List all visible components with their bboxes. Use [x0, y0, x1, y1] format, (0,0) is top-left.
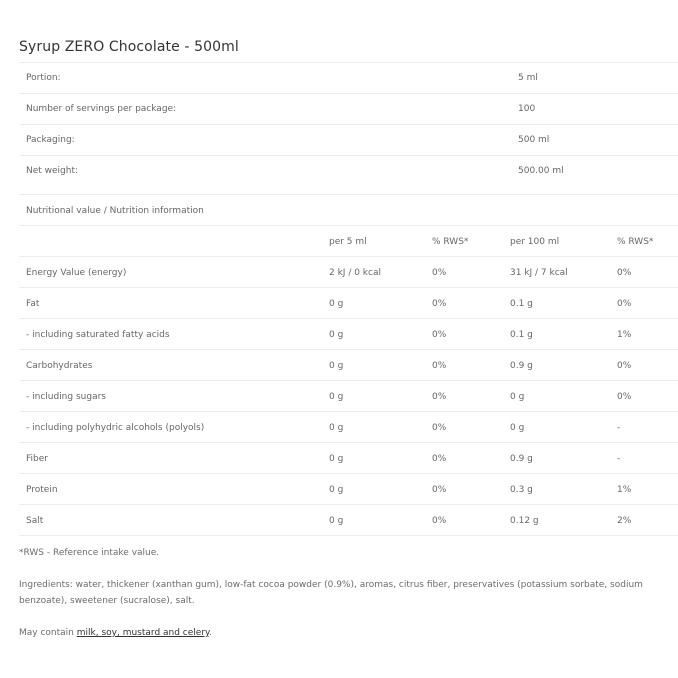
nutrient-value: 0.9 g — [510, 454, 533, 464]
nutrient-value: 1% — [617, 485, 632, 495]
table-divider — [19, 473, 678, 474]
nutrient-value: 0 g — [329, 299, 344, 309]
nutrient-value: 0% — [617, 299, 632, 309]
nutrient-value: 0% — [617, 361, 632, 371]
table-divider — [19, 124, 678, 125]
info-label: Number of servings per package: — [26, 104, 177, 114]
nutrient-value: 0% — [617, 392, 632, 402]
nutrient-value: 0% — [432, 268, 447, 278]
table-divider — [19, 411, 678, 412]
info-label: Packaging: — [26, 135, 75, 145]
info-label: Net weight: — [26, 166, 79, 176]
nutrient-value: 0% — [432, 330, 447, 340]
nutrient-value: 2% — [617, 516, 632, 526]
nutrient-value: 0% — [432, 485, 447, 495]
nutrient-value: 0 g — [329, 454, 344, 464]
table-divider — [19, 194, 678, 195]
allergens-prefix: May contain — [19, 628, 77, 638]
nutrient-value: 2 kJ / 0 kcal — [329, 268, 381, 278]
product-title: Syrup ZERO Chocolate - 500ml — [19, 39, 239, 55]
nutrient-value: 0.1 g — [510, 299, 533, 309]
nutrient-value: 0.3 g — [510, 485, 533, 495]
info-value: 500.00 ml — [518, 166, 564, 176]
ingredients-text: Ingredients: water, thickener (xanthan gum), low-fat cocoa powder (0.9%), aromas, citrus fiber, preservatives (potassium sorbate, sodium benzoate), sweetener (sucralose), salt. — [19, 580, 643, 606]
column-header: per 5 ml — [329, 237, 367, 247]
nutrient-name: - including polyhydric alcohols (polyols) — [26, 423, 205, 433]
nutrition-heading: Nutritional value / Nutrition information — [26, 206, 204, 216]
table-divider — [19, 287, 678, 288]
nutrient-name: Fat — [26, 299, 40, 309]
nutrient-value: 0% — [432, 516, 447, 526]
info-label: Portion: — [26, 73, 61, 83]
nutrient-value: 0.9 g — [510, 361, 533, 371]
nutrient-value: 0% — [432, 392, 447, 402]
column-header: % RWS* — [617, 237, 654, 247]
allergens-text — [19, 625, 659, 641]
table-divider — [19, 225, 678, 226]
nutrient-value: - — [617, 454, 621, 464]
table-divider — [19, 535, 678, 536]
nutrient-value: 0 g — [329, 485, 344, 495]
nutrient-value: 0% — [432, 361, 447, 371]
table-divider — [19, 318, 678, 319]
column-header: per 100 ml — [510, 237, 560, 247]
nutrient-value: 0 g — [329, 330, 344, 340]
nutrient-value: 0 g — [510, 392, 525, 402]
allergens-link[interactable]: milk, soy, mustard and celery — [76, 628, 210, 638]
nutrient-value: 0.12 g — [510, 516, 539, 526]
table-divider — [19, 256, 678, 257]
nutrient-value: 0 g — [510, 423, 525, 433]
nutrient-value: 0% — [432, 299, 447, 309]
info-value: 5 ml — [518, 73, 538, 83]
column-header: % RWS* — [432, 237, 469, 247]
nutrient-name: - including sugars — [26, 392, 106, 402]
nutrient-name: Salt — [26, 516, 44, 526]
nutrient-value: 0 g — [329, 392, 344, 402]
table-divider — [19, 62, 678, 63]
nutrient-value: 0% — [432, 423, 447, 433]
nutrient-value: 0% — [617, 268, 632, 278]
table-divider — [19, 442, 678, 443]
nutrient-name: Fiber — [26, 454, 48, 464]
info-value: 500 ml — [518, 135, 550, 145]
table-divider — [19, 504, 678, 505]
table-divider — [19, 155, 678, 156]
nutrient-value: 31 kJ / 7 kcal — [510, 268, 568, 278]
allergens-suffix: . — [209, 628, 212, 638]
nutrient-value: 0 g — [329, 361, 344, 371]
nutrient-value: 0.1 g — [510, 330, 533, 340]
nutrient-value: 0 g — [329, 516, 344, 526]
nutrient-name: Protein — [26, 485, 58, 495]
rws-footnote: *RWS - Reference intake value. — [19, 548, 160, 558]
nutrient-name: Energy Value (energy) — [26, 268, 127, 278]
nutrient-name: - including saturated fatty acids — [26, 330, 170, 340]
nutrient-value: 0 g — [329, 423, 344, 433]
nutrient-value: 1% — [617, 330, 632, 340]
nutrient-value: 0% — [432, 454, 447, 464]
table-divider — [19, 380, 678, 381]
nutrient-name: Carbohydrates — [26, 361, 93, 371]
table-divider — [19, 349, 678, 350]
info-value: 100 — [518, 104, 536, 114]
table-divider — [19, 93, 678, 94]
nutrient-value: - — [617, 423, 621, 433]
